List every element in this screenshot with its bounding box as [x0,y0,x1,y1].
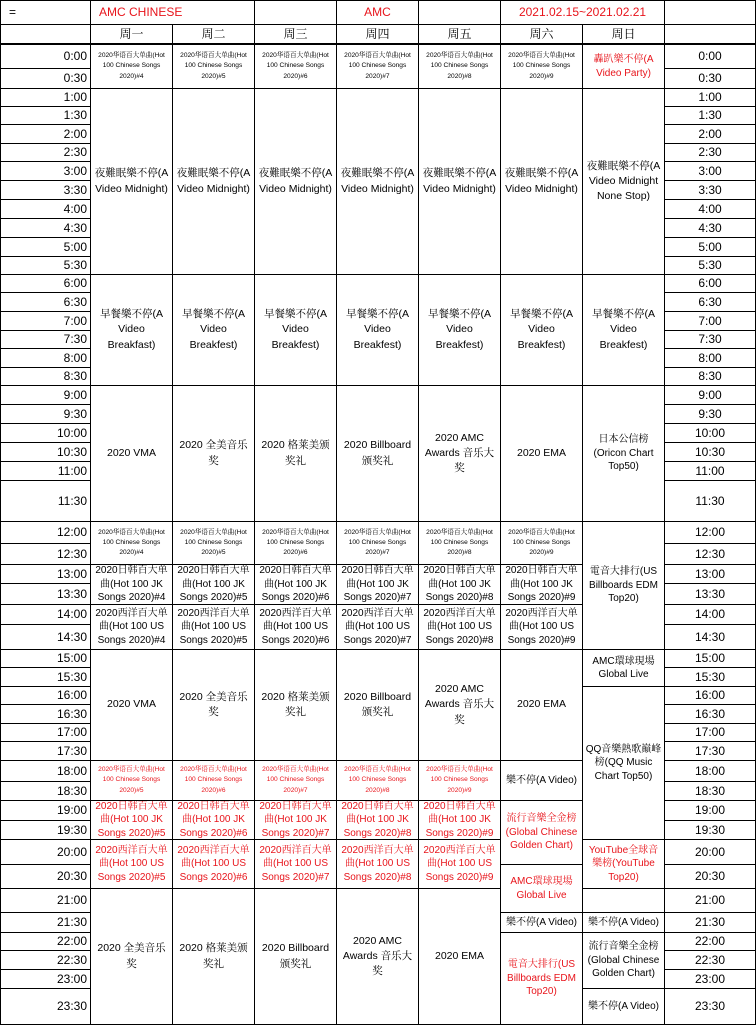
program-cell: 夜難眠樂不停(A Video Midnight) [254,88,337,275]
time-label-right: 16:30 [664,704,756,724]
program-cell: 2020华语百大单曲(Hot 100 Chinese Songs 2020)#6 [254,44,337,89]
program-cell: 2020华语百大单曲(Hot 100 Chinese Songs 2020)#7 [254,760,337,801]
time-label-left: 15:30 [0,667,91,687]
program-cell: QQ音樂熱歌巔峰榜(QQ Music Chart Top50) [582,686,665,840]
time-label-right: 12:00 [664,521,756,544]
time-label-right: 1:30 [664,106,756,125]
program-cell: 日本公信榜(Oricon Chart Top50) [582,385,665,522]
day-header: 周一 [90,24,173,44]
program-cell: 2020 AMC Awards 音乐大奖 [418,385,501,522]
program-cell: 2020 格莱美颁奖礼 [254,385,337,522]
time-label-right: 19:00 [664,800,756,821]
time-label-right: 18:00 [664,760,756,782]
header-blank [254,0,337,25]
program-cell: 2020 AMC Awards 音乐大奖 [418,649,501,761]
day-header: 周五 [418,24,501,44]
time-label-right: 13:30 [664,583,756,605]
program-cell: 2020华语百大单曲(Hot 100 Chinese Songs 2020)#6 [172,760,255,801]
program-cell: 2020日韩百大单曲(Hot 100 JK Songs 2020)#6 [172,800,255,840]
time-label-right: 7:30 [664,330,756,349]
program-cell: 2020西洋百大单曲(Hot 100 US Songs 2020)#7 [336,604,419,650]
time-label-left: 14:00 [0,604,91,625]
program-cell: 2020 全美音乐奖 [90,888,173,1025]
time-label-left: 20:00 [0,839,91,865]
program-cell: 2020 EMA [500,385,583,522]
time-label-right: 22:30 [664,950,756,970]
program-cell: 2020日韩百大单曲(Hot 100 JK Songs 2020)#5 [172,564,255,605]
time-label-left: 6:30 [0,292,91,312]
program-cell: 2020 EMA [418,888,501,1025]
program-cell: 2020 VMA [90,385,173,522]
program-cell: 2020华语百大单曲(Hot 100 Chinese Songs 2020)#9 [500,44,583,89]
time-label-right: 17:00 [664,723,756,742]
program-cell: 2020西洋百大单曲(Hot 100 US Songs 2020)#9 [500,604,583,650]
time-label-left: 0:30 [0,68,91,89]
program-cell: 2020 VMA [90,649,173,761]
program-cell: YouTube全球音樂榜(YouTube Top20) [582,839,665,889]
corner-cell: = [0,0,91,25]
time-label-right: 11:00 [664,461,756,481]
time-label-right: 14:00 [664,604,756,625]
program-cell: 2020华语百大单曲(Hot 100 Chinese Songs 2020)#7 [336,521,419,565]
time-label-left: 7:00 [0,311,91,331]
time-label-right: 15:00 [664,649,756,668]
program-cell: 早餐樂不停(A Video Breakfest) [500,274,583,386]
program-cell: 2020西洋百大单曲(Hot 100 US Songs 2020)#4 [90,604,173,650]
channel-title: AMC CHINESE [90,0,255,25]
time-label-left: 3:30 [0,180,91,200]
date-range: 2021.02.15~2021.02.21 [500,0,665,25]
time-label-right: 15:30 [664,667,756,687]
program-cell: 2020日韩百大单曲(Hot 100 JK Songs 2020)#7 [254,800,337,840]
time-label-right: 23:30 [664,988,756,1025]
program-cell: 電音大排行(US Billboards EDM Top20) [582,521,665,650]
time-label-right: 11:30 [664,480,756,522]
program-cell: 2020华语百大单曲(Hot 100 Chinese Songs 2020)#4 [90,44,173,89]
time-label-left: 9:30 [0,404,91,424]
program-cell: 夜難眠樂不停(A Video Midnight) [418,88,501,275]
time-label-right: 4:30 [664,218,756,238]
program-cell: 2020华语百大单曲(Hot 100 Chinese Songs 2020)#9 [500,521,583,565]
program-cell: 2020西洋百大单曲(Hot 100 US Songs 2020)#5 [172,604,255,650]
time-label-right: 5:00 [664,237,756,257]
program-cell: 2020日韩百大单曲(Hot 100 JK Songs 2020)#4 [90,564,173,605]
program-cell: 2020华语百大单曲(Hot 100 Chinese Songs 2020)#8 [336,760,419,801]
time-label-right: 6:30 [664,292,756,312]
program-cell: 夜難眠樂不停(A Video Midnight) [172,88,255,275]
program-cell: 早餐樂不停(A Video Breakfast) [90,274,173,386]
time-label-left: 7:30 [0,330,91,349]
time-label-left: 19:00 [0,800,91,821]
time-label-left: 11:30 [0,480,91,522]
time-label-left: 5:30 [0,256,91,275]
program-cell: 2020西洋百大单曲(Hot 100 US Songs 2020)#8 [336,839,419,889]
time-label-right: 9:00 [664,385,756,405]
program-cell: 2020华语百大单曲(Hot 100 Chinese Songs 2020)#5 [90,760,173,801]
program-cell: 2020西洋百大单曲(Hot 100 US Songs 2020)#9 [418,839,501,889]
time-label-left: 19:30 [0,820,91,840]
program-cell: 夜難眠樂不停(A Video Midnight None Stop) [582,88,665,275]
time-label-left: 11:00 [0,461,91,481]
program-cell: 2020 格莱美颁奖礼 [172,888,255,1025]
time-label-right: 12:30 [664,543,756,565]
time-label-left: 21:30 [0,912,91,933]
time-label-left: 10:00 [0,423,91,443]
time-label-left: 8:30 [0,367,91,386]
program-cell: 2020华语百大单曲(Hot 100 Chinese Songs 2020)#5 [172,44,255,89]
program-cell: 2020华语百大单曲(Hot 100 Chinese Songs 2020)#7 [336,44,419,89]
program-cell: AMC環球現場 Global Live [582,649,665,687]
time-label-right: 4:00 [664,199,756,219]
program-cell: 早餐樂不停(A Video Breakfest) [172,274,255,386]
time-label-left: 9:00 [0,385,91,405]
time-label-right: 1:00 [664,88,756,107]
time-label-left: 20:30 [0,864,91,889]
program-cell: 樂不停(A Video) [500,912,583,933]
program-cell: 2020 AMC Awards 音乐大奖 [336,888,419,1025]
time-label-left: 12:00 [0,521,91,544]
time-label-left: 21:00 [0,888,91,913]
time-label-right: 22:00 [664,932,756,951]
time-label-left: 2:30 [0,143,91,162]
program-cell: 2020日韩百大单曲(Hot 100 JK Songs 2020)#8 [336,800,419,840]
time-label-right: 0:30 [664,68,756,89]
time-label-right: 9:30 [664,404,756,424]
time-label-left: 4:00 [0,199,91,219]
day-header: 周三 [254,24,337,44]
header-blank [664,0,756,25]
time-label-left: 8:00 [0,348,91,368]
program-cell: 早餐樂不停(A Video Breakfest) [582,274,665,386]
program-cell: 早餐樂不停(A Video Breakfest) [336,274,419,386]
program-cell: 2020西洋百大单曲(Hot 100 US Songs 2020)#6 [172,839,255,889]
program-cell: 2020西洋百大单曲(Hot 100 US Songs 2020)#6 [254,604,337,650]
time-label-right: 20:00 [664,839,756,865]
time-label-left: 18:30 [0,781,91,801]
time-label-right: 5:30 [664,256,756,275]
time-label-right: 21:30 [664,912,756,933]
time-label-right: 21:00 [664,888,756,913]
program-cell: 2020 Billboard颁奖礼 [336,649,419,761]
time-label-left: 16:30 [0,704,91,724]
time-label-right: 8:00 [664,348,756,368]
time-label-left: 5:00 [0,237,91,257]
program-cell: AMC環球現場 Global Live [500,864,583,913]
program-cell: 流行音樂全金榜(Global Chinese Golden Chart) [500,800,583,865]
program-cell: 2020华语百大单曲(Hot 100 Chinese Songs 2020)#5 [172,521,255,565]
program-cell: 2020日韩百大单曲(Hot 100 JK Songs 2020)#9 [418,800,501,840]
time-label-left: 18:00 [0,760,91,782]
time-label-right: 6:00 [664,274,756,293]
program-cell: 2020 Billboard颁奖礼 [336,385,419,522]
program-cell: 樂不停(A Video) [582,988,665,1025]
time-label-left: 23:00 [0,969,91,989]
program-cell: 2020 全美音乐奖 [172,385,255,522]
program-cell: 流行音樂全金榜(Global Chinese Golden Chart) [582,932,665,989]
time-label-left: 2:00 [0,124,91,144]
time-label-right: 14:30 [664,624,756,650]
program-cell: 2020西洋百大单曲(Hot 100 US Songs 2020)#8 [418,604,501,650]
time-label-left: 14:30 [0,624,91,650]
time-label-right: 20:30 [664,864,756,889]
program-cell: 轟趴樂不停(A Video Party) [582,44,665,89]
time-label-right: 23:00 [664,969,756,989]
time-label-right: 10:30 [664,442,756,462]
day-header: 周二 [172,24,255,44]
program-cell: 2020日韩百大单曲(Hot 100 JK Songs 2020)#8 [418,564,501,605]
time-label-right: 8:30 [664,367,756,386]
program-cell: 2020日韩百大单曲(Hot 100 JK Songs 2020)#6 [254,564,337,605]
time-label-left: 3:00 [0,161,91,181]
program-cell: 夜難眠樂不停(A Video Midnight) [500,88,583,275]
time-label-left: 15:00 [0,649,91,668]
program-cell: 樂不停(A Video) [500,760,583,801]
program-cell: 夜難眠樂不停(A Video Midnight) [336,88,419,275]
time-label-right: 3:00 [664,161,756,181]
program-cell: 早餐樂不停(A Video Breakfest) [418,274,501,386]
day-header: 周日 [582,24,665,44]
time-label-right: 2:00 [664,124,756,144]
program-cell: 2020日韩百大单曲(Hot 100 JK Songs 2020)#9 [500,564,583,605]
program-cell: 2020 全美音乐奖 [172,649,255,761]
time-label-left: 22:30 [0,950,91,970]
time-label-right: 0:00 [664,44,756,69]
time-label-left: 16:00 [0,686,91,705]
time-label-left: 1:30 [0,106,91,125]
program-cell: 2020日韩百大单曲(Hot 100 JK Songs 2020)#7 [336,564,419,605]
network-title: AMC [336,0,419,25]
header-blank [418,0,501,25]
time-label-left: 17:00 [0,723,91,742]
program-cell: 2020 格莱美颁奖礼 [254,649,337,761]
time-label-left: 17:30 [0,741,91,761]
program-cell: 夜難眠樂不停(A Video Midnight) [90,88,173,275]
program-cell: 2020华语百大单曲(Hot 100 Chinese Songs 2020)#4 [90,521,173,565]
time-label-left: 0:00 [0,44,91,69]
time-label-right: 16:00 [664,686,756,705]
program-cell: 2020华语百大单曲(Hot 100 Chinese Songs 2020)#8 [418,521,501,565]
program-cell: 樂不停(A Video) [582,912,665,933]
program-cell: 早餐樂不停(A Video Breakfest) [254,274,337,386]
time-label-left: 13:30 [0,583,91,605]
time-label-left: 10:30 [0,442,91,462]
time-label-right: 19:30 [664,820,756,840]
time-label-left: 4:30 [0,218,91,238]
program-cell: 2020西洋百大单曲(Hot 100 US Songs 2020)#7 [254,839,337,889]
program-cell: 2020华语百大单曲(Hot 100 Chinese Songs 2020)#6 [254,521,337,565]
time-label-left: 12:30 [0,543,91,565]
program-cell: 2020华语百大单曲(Hot 100 Chinese Songs 2020)#9 [418,760,501,801]
program-cell: 2020西洋百大单曲(Hot 100 US Songs 2020)#5 [90,839,173,889]
time-label-right: 2:30 [664,143,756,162]
time-label-right: 17:30 [664,741,756,761]
time-label-left: 6:00 [0,274,91,293]
time-label-left: 1:00 [0,88,91,107]
time-label-left: 13:00 [0,564,91,584]
time-label-right: 3:30 [664,180,756,200]
program-cell: 電音大排行(US Billboards EDM Top20) [500,932,583,1025]
program-cell: 2020日韩百大单曲(Hot 100 JK Songs 2020)#5 [90,800,173,840]
time-label-left: 23:30 [0,988,91,1025]
program-cell: 2020 Billboard颁奖礼 [254,888,337,1025]
time-label-right: 10:00 [664,423,756,443]
empty-slot [582,888,665,913]
program-cell: 2020华语百大单曲(Hot 100 Chinese Songs 2020)#8 [418,44,501,89]
time-label-right: 18:30 [664,781,756,801]
day-header: 周六 [500,24,583,44]
time-label-left: 22:00 [0,932,91,951]
time-label-right: 13:00 [664,564,756,584]
program-cell: 2020 EMA [500,649,583,761]
day-corner [0,24,91,44]
time-label-right: 7:00 [664,311,756,331]
day-header: 周四 [336,24,419,44]
day-corner [664,24,756,44]
